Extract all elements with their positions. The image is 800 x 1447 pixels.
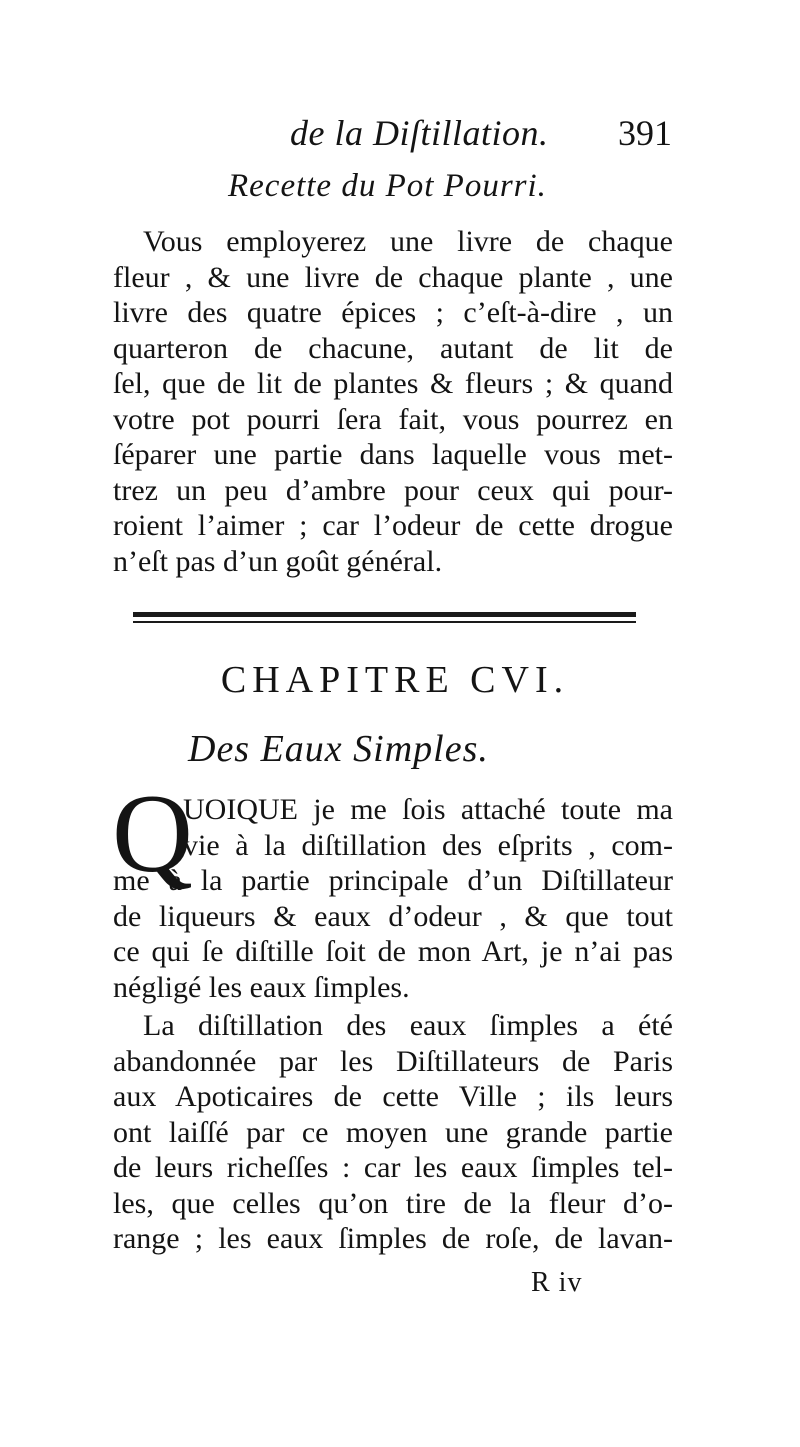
text-line: ont laiſſé par ce moyen une grande partie <box>113 1115 673 1149</box>
chapter-title-text: CHAPITRE CVI. <box>220 659 570 701</box>
chapter-title <box>0 658 800 702</box>
page-number: 391 <box>618 113 672 153</box>
chapter-paragraph-1 <box>113 792 673 1005</box>
divider-thick-line <box>133 612 636 617</box>
recipe-heading: Recette du Pot Pourri. <box>228 168 547 204</box>
text-line: votre pot pourri ſera fait, vous pourrez en <box>113 402 673 436</box>
text-line: ce qui ſe diſtille ſoit de mon Art, je n’ai pas <box>113 935 673 968</box>
recipe-paragraph <box>113 224 673 579</box>
text-line: vie à la diſtillation des eſprits , com- <box>183 828 673 862</box>
running-head: de la Diſtillation. <box>290 113 549 153</box>
text-line: fleur , & une livre de chaque plante , une <box>113 260 673 294</box>
text-line: les, que celles qu’on tire de la fleur d’o- <box>113 1186 673 1220</box>
text-line: me à la partie principale d’un Diſtillateur <box>113 864 673 897</box>
section-divider-rule <box>133 612 636 624</box>
divider-thin-line <box>133 621 636 623</box>
chapter-paragraph-2 <box>113 1008 673 1257</box>
text-line: n’eſt pas d’un goût général. <box>113 544 443 578</box>
text-line: Vous employerez une livre de chaque <box>143 225 673 258</box>
text-line: UOIQUE je me ſois attaché toute ma <box>183 793 673 826</box>
text-line: de liqueurs & eaux d’odeur , & que tout <box>113 899 673 933</box>
text-line: ſéparer une partie dans laquelle vous met- <box>113 438 673 471</box>
text-line: abandonnée par les Diſtillateurs de Paris <box>113 1044 673 1078</box>
text-line: trez un peu d’ambre pour ceux qui pour- <box>113 473 673 507</box>
text-line: de leurs richeſſes : car les eaux ſimples tel- <box>113 1151 673 1184</box>
text-line: ſel, que de lit de plantes & fleurs ; & quand <box>113 367 673 400</box>
text-line: aux Apoticaires de cette Ville ; ils leurs <box>113 1080 673 1113</box>
signature-mark: R iv <box>531 1267 583 1298</box>
text-line: range ; les eaux ſimples de roſe, de lavan- <box>113 1222 673 1255</box>
text-line: livre des quatre épices ; c’eſt-à-dire , un <box>113 296 673 329</box>
section-title: Des Eaux Simples. <box>188 728 489 770</box>
text-line: La diſtillation des eaux ſimples a été <box>143 1009 673 1042</box>
text-line: roient l’aimer ; car l’odeur de cette drogue <box>113 509 673 542</box>
text-line: quarteron de chacune, autant de lit de <box>113 331 673 365</box>
text-line: négligé les eaux ſimples. <box>113 970 410 1004</box>
drop-cap: Q <box>112 772 193 896</box>
